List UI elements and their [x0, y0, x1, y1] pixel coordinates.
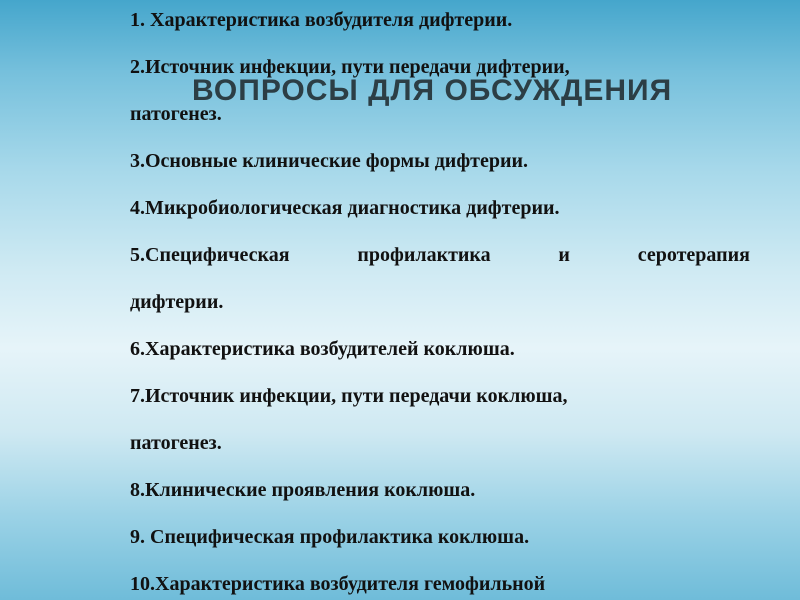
question-line-8: 8.Клинические проявления коклюша. [130, 479, 476, 501]
question-line-1: 1. Характеристика возбудителя дифтерии. [130, 9, 513, 31]
question-line-9: 9. Специфическая профилактика коклюша. [130, 526, 530, 548]
question-line-3: 3.Основные клинические формы дифтерии. [130, 150, 529, 172]
question-line-7-cont: патогенез. [130, 432, 222, 454]
question-line-10: 10.Характеристика возбудителя гемофильной [130, 573, 546, 595]
slide-title: ВОПРОСЫ ДЛЯ ОБСУЖДЕНИЯ [192, 74, 673, 107]
question-line-2: 2.Источник инфекции, пути передачи дифтерии, [130, 56, 570, 78]
question-line-4: 4.Микробиологическая диагностика дифтерии. [130, 197, 560, 219]
question-line-5-cont: дифтерии. [130, 291, 224, 313]
question-list [130, 8, 750, 600]
question-line-2-cont: патогенез. [130, 103, 222, 125]
question-line-5: 5.Специфическая профилактика и серотерапия [130, 244, 750, 266]
question-line-7: 7.Источник инфекции, пути передачи коклюша, [130, 385, 568, 407]
question-line-6: 6.Характеристика возбудителей коклюша. [130, 338, 515, 360]
